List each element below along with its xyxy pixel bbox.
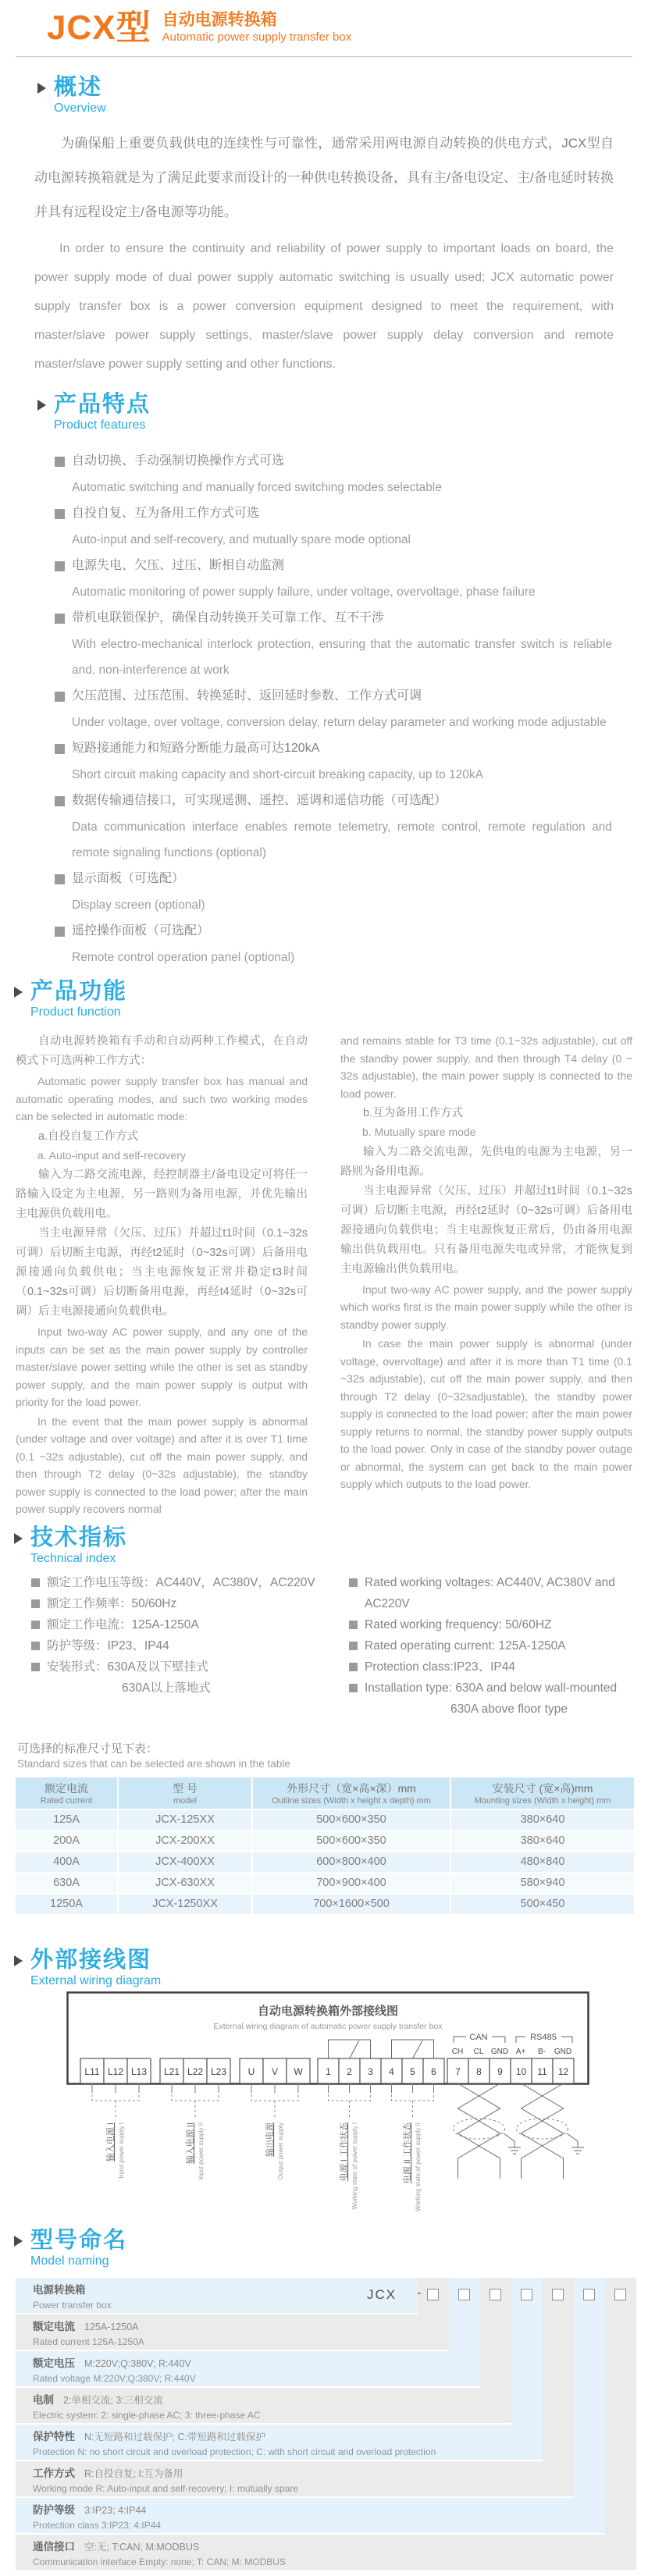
naming-row [16, 2461, 574, 2496]
paragraph: 当主电源异常（欠压、过压）并超过t1时间（0.1~32s可调）后切断主电源，再经t2延时（0~32s可调）后备用电源接通向负载供电；当主电源恢复正常后，仍由备用电源输出供负载用电。只有备用电源失电或异常，才能恢复到主电源输出供负载用电。 [340, 1184, 632, 1276]
bullet-square-icon [349, 1663, 358, 1671]
naming-strip [574, 2278, 605, 2498]
list-item [55, 866, 612, 918]
naming-row [16, 2314, 449, 2350]
table-note-en: Standard sizes that can be selected are shown in the table [17, 1757, 290, 1770]
relay-contact-icon [329, 2040, 371, 2058]
naming-detail-en: R: Auto-input and self-recovery; I: mutually spare [95, 2482, 298, 2494]
section-naming [0, 2227, 648, 2573]
naming-row [16, 2425, 543, 2460]
cell: JCX-630XX [119, 1873, 251, 1893]
function-column-left [16, 1032, 308, 1518]
group-bracket [329, 2094, 371, 2119]
terminal-label: 3 [368, 2065, 373, 2077]
table-header-row [16, 1777, 634, 1809]
spec-item: 额定工作电压等级：AC440V，AC380V，AC220V [47, 1575, 315, 1589]
section-title-cn: 产品特点 [54, 392, 151, 417]
feature-en: Remote control operation panel (optional) [72, 951, 295, 964]
ground-icon [508, 2147, 521, 2154]
group-bracket [92, 2094, 139, 2119]
bullet-square-icon [349, 1621, 358, 1629]
naming-label-en: Rated voltage [33, 2372, 91, 2384]
bullet-square-icon [55, 561, 65, 571]
paragraph: 当主电源异常（欠压、过压）并超过t1时间（0.1~32s可调）后切断主电源，再经t2延时（0~32s可调）后备用电源接通向负载供电；当主电源恢复正常并稳定t3时间（0.1~32s可调）后切断备用电源，再经t4延时（0~32s可调）后主电源接通向负载供电。 [16, 1227, 308, 1318]
page-title: JCX型 [47, 9, 151, 47]
feature-en: Under voltage, over voltage, conversion delay, return delay parameter and working mode adjustable [72, 716, 607, 729]
rs485-bus-label: RS485 [530, 2032, 557, 2042]
section-arrow-icon [14, 1955, 23, 1966]
cell: JCX-200XX [119, 1831, 251, 1851]
table-row [16, 1810, 634, 1830]
section-title-en: Model naming [30, 2254, 109, 2268]
paragraph: In the event that the main power supply is abnormal (under voltage and over voltage) and after it is over T1 time (0.1 ~32s adjustable), cut off the main power supply, and then through T2 delay (0~32s adjustable), the standby power supply is connected to the load power; after the main power supply recovers normal [16, 1414, 308, 1515]
naming-detail-cn: M:220V;Q:380V; R:440V [84, 2357, 191, 2369]
section-title-en: Product function [30, 1005, 121, 1019]
paragraph: and remains stable for T3 time (0.1~32s adjustable), cut off the standby power supply, and then through T4 delay (0 ~ 32s adjustable), the main power supply is connected to the load power. [340, 1034, 632, 1100]
bullet-square-icon [349, 1684, 358, 1692]
page-subtitle-en: Automatic power supply transfer box [162, 30, 352, 44]
shield-icon [454, 2119, 505, 2139]
naming-label-en: Power transfer box [33, 2299, 112, 2311]
naming-detail-cn: 125A-1250A [84, 2321, 139, 2332]
naming-label-cn: 通信接口 [33, 2540, 75, 2553]
model-code-box [552, 2289, 564, 2300]
group-label-cn: 电源 II 工作状态 [403, 2122, 412, 2183]
column-header: 型 号 model [119, 1777, 251, 1809]
spec-item-continued: 630A above floor type [450, 1702, 568, 1716]
group-bracket [392, 2094, 434, 2119]
feature-cn: 遥控操作面板（可选配） [72, 924, 210, 938]
naming-detail-cn: R:自投自复; I:互为备用 [84, 2467, 183, 2479]
naming-label-cn: 保护特性 [33, 2430, 75, 2443]
table-row [16, 1895, 634, 1914]
bullet-square-icon [31, 1599, 40, 1608]
bullet-square-icon [31, 1663, 40, 1671]
section-function [0, 978, 648, 1518]
section-technical [0, 1525, 648, 1916]
model-separator: - [417, 2286, 422, 2300]
group-label-en: Input power supply II [198, 2122, 205, 2180]
terminal-label: 5 [410, 2065, 415, 2077]
bullet-square-icon [55, 796, 65, 806]
section-title-en: Product features [54, 418, 146, 432]
terminal-label: L12 [107, 2065, 124, 2077]
shield-icon [517, 2119, 568, 2139]
paragraph: 自动电源转换箱有手动和自动两种工作模式，在自动模式下可选两种工作方式： [16, 1035, 308, 1067]
cell: 700×900×400 [253, 1873, 450, 1893]
naming-detail-cn: 3:IP23; 4:IP44 [84, 2504, 147, 2516]
diagram-title-cn: 自动电源转换箱外部接线图 [257, 2004, 399, 2018]
naming-row [16, 2388, 511, 2423]
group-bracket [172, 2094, 219, 2119]
terminal-label: 7 [455, 2065, 461, 2077]
cell: 600×800×400 [253, 1852, 450, 1872]
terminal-label: L22 [187, 2065, 204, 2077]
table-row [16, 1873, 634, 1893]
header-divider [16, 56, 632, 57]
table-row [16, 1831, 634, 1851]
cell: 400A [16, 1852, 117, 1872]
cell: 500×450 [451, 1895, 634, 1914]
cell: 500×600×350 [253, 1831, 450, 1851]
cell: JCX-400XX [119, 1852, 251, 1872]
list-item [55, 605, 612, 683]
terminal-label: L23 [210, 2065, 227, 2077]
feature-cn: 欠压范围、过压范围、转换延时、返回延时参数、工作方式可调 [72, 689, 422, 703]
bullet-square-icon [31, 1642, 40, 1650]
naming-strip [605, 2278, 636, 2535]
terminal-label: 2 [347, 2065, 352, 2077]
model-prefix: JCX [367, 2286, 397, 2302]
pin-label: B- [538, 2047, 546, 2056]
cell: 380×640 [451, 1810, 634, 1830]
table-row [16, 1852, 634, 1872]
group-label-en: Input power supply I [118, 2122, 125, 2179]
page-header [0, 0, 648, 47]
terminal-label: 6 [431, 2065, 436, 2077]
technical-column-en [349, 1572, 648, 1720]
feature-en: Automatic monitoring of power supply failure, under voltage, overvoltage, phase failure [72, 585, 536, 599]
list-item [55, 683, 612, 735]
bullet-square-icon [31, 1578, 40, 1587]
list-item [55, 500, 612, 553]
function-column-right [340, 1032, 632, 1518]
terminal-label: L21 [163, 2065, 180, 2077]
group-label-cn: 电源 I 工作状态 [340, 2122, 349, 2181]
paragraph: b.互为备用工作方式 [363, 1107, 464, 1119]
bullet-square-icon [55, 614, 65, 624]
naming-row [16, 2535, 636, 2570]
naming-detail-en: Empty: none; T: CAN; M: MODBUS [139, 2556, 286, 2567]
pin-label: A+ [515, 2047, 526, 2056]
cell: 1250A [16, 1895, 117, 1914]
naming-detail-cn: 空:无; T:CAN; M:MODBUS [84, 2541, 200, 2553]
cell: 500×600×350 [253, 1810, 450, 1830]
paragraph: Input two-way AC power supply, and the power supply which works first is the main power supply while the other is standby power supply. [340, 1283, 632, 1331]
spec-item: 防护等级：IP23、IP44 [47, 1638, 169, 1653]
spec-item: 额定工作电流：125A-1250A [47, 1617, 199, 1631]
section-title-en: Technical index [30, 1551, 116, 1565]
wiring-diagram [66, 1991, 589, 2226]
cell: 380×640 [451, 1831, 634, 1851]
feature-en: Automatic switching and manually forced switching modes selectable [72, 481, 442, 494]
group-label-cn: 输出电源 [265, 2122, 275, 2157]
twisted-pair-rs485 [517, 2083, 585, 2179]
section-title-en: External wiring diagram [30, 1973, 162, 1987]
section-title-cn: 技术指标 [30, 1525, 128, 1550]
terminal-label: V [271, 2065, 279, 2077]
feature-cn: 自动切换、手动强制切换操作方式可选 [72, 454, 285, 468]
group-label-en: Working state of power supply I [351, 2122, 358, 2209]
terminal-label: 4 [389, 2065, 394, 2077]
twisted-pair-can [454, 2083, 522, 2179]
paragraph: b. Mutually spare mode [362, 1126, 476, 1138]
section-title-cn: 型号命名 [30, 2227, 128, 2253]
standard-sizes-table [14, 1776, 636, 1916]
diagram-title-en: External wiring diagram of automatic power supply transfer box [213, 2021, 443, 2031]
section-title-cn: 产品功能 [30, 979, 128, 1004]
section-arrow-icon [37, 83, 46, 94]
naming-label-en: Protection [33, 2446, 76, 2457]
terminal-label: U [247, 2065, 255, 2077]
paragraph: 输入为二路交流电源，先供电的电源为主电源，另一路则为备用电源。 [340, 1145, 632, 1178]
spec-item: 额定工作频率：50/60Hz [47, 1596, 177, 1610]
terminal-stubs [92, 2083, 434, 2093]
terminal-label: 1 [326, 2065, 331, 2077]
model-code-box [490, 2289, 501, 2300]
spec-item: Rated working voltages: AC440V, AC380V and AC220V [365, 1575, 615, 1610]
bullet-square-icon [55, 874, 65, 884]
feature-en: Data communication interface enables remote telemetry, remote control, remote regulation and remote signaling functions (optional) [72, 820, 612, 859]
naming-label-en: Protection class [33, 2519, 99, 2531]
bullet-square-icon [31, 1621, 40, 1629]
section-title-cn: 外部接线图 [30, 1947, 152, 1973]
column-header: 外形尺寸（宽×高×深）mm Outline sizes (Width x height x depth) mm [253, 1777, 450, 1809]
cell: JCX-125XX [119, 1810, 251, 1830]
pin-label: GND [490, 2047, 509, 2056]
naming-label-cn: 工作方式 [33, 2467, 75, 2479]
bullet-square-icon [55, 509, 65, 519]
model-code-box [427, 2289, 439, 2300]
bullet-square-icon [55, 692, 65, 702]
terminal-label: 12 [557, 2065, 569, 2077]
naming-detail-en: M:220V;Q:380V; R:440V [93, 2372, 196, 2384]
feature-en: Auto-input and self-recovery, and mutually spare mode optional [72, 533, 411, 546]
naming-detail-en: 2: single-phase AC; 3: three-phase AC [101, 2409, 261, 2421]
naming-row [16, 2278, 418, 2313]
page-subtitle-cn: 自动电源转换箱 [162, 11, 277, 29]
terminal-label: L11 [84, 2065, 100, 2077]
naming-detail-cn: N:无短路和过载保护; C:带短路和过载保护 [84, 2431, 265, 2443]
table-note-cn: 可选择的标准尺寸见下表： [17, 1742, 158, 1756]
terminal-label: 9 [497, 2065, 503, 2077]
paragraph: a.自投自复工作方式 [38, 1130, 139, 1143]
cell: 580×940 [451, 1873, 634, 1893]
naming-row [16, 2351, 480, 2386]
section-overview [0, 74, 648, 379]
bullet-square-icon [55, 927, 65, 937]
cell: 700×1600×500 [253, 1895, 450, 1914]
feature-cn: 电源失电、欠压、过压、断相自动监测 [72, 559, 285, 572]
paragraph: In case the main power supply is abnormal (under voltage, overvoltage) and after it is more than T1 time (0.1 ~32s adjustable), cut off the main power supply, and then through T2 delay (0~32sadjustable), the standby power supply is connected to the load power; after the main power supply returns to normal, the standby power supply outputs to the load power. Only in case of the standby power outage or abnormal, the system can get back to the main power supply which outputs to the load power. [340, 1337, 632, 1490]
spec-item: Installation type: 630A and below wall-mounted [365, 1681, 618, 1695]
terminal-label: 10 [515, 2065, 527, 2077]
list-item [55, 448, 612, 500]
naming-detail-en: N: no short circuit and overload protection; C: with short circuit and overload protection [77, 2446, 436, 2457]
terminal-label: L13 [130, 2065, 148, 2077]
relay-contact-icon [392, 2040, 434, 2058]
paragraph: 输入为二路交流电源，经控制器主/备电设定可将任一路输入设定为主电源，另一路则为备用电源，并优先输出主电源供负载用电。 [16, 1169, 308, 1220]
terminal-label: 11 [537, 2065, 547, 2077]
column-header: 额定电流 Rated current [16, 1777, 117, 1809]
bullet-square-icon [349, 1578, 358, 1587]
naming-detail-en: 3:IP23; 4:IP44 [101, 2519, 162, 2531]
column-header: 安装尺寸 (宽×高)mm Mounting sizes (Width x height) mm [451, 1777, 634, 1809]
feature-cn: 数据传输通信接口，可实现遥测、遥控、遥调和遥信功能（可选配） [72, 794, 447, 807]
can-bus-label: CAN [469, 2032, 488, 2042]
section-title-cn: 概述 [54, 75, 103, 100]
naming-label-cn: 额定电压 [33, 2357, 75, 2369]
spec-item: Protection class:IP23、IP44 [365, 1660, 515, 1674]
cell: 630A [16, 1873, 117, 1893]
pin-label: CL [473, 2047, 484, 2056]
list-item [55, 918, 612, 970]
naming-label-cn: 电源转换箱 [33, 2283, 86, 2296]
feature-cn: 短路接通能力和短路分断能力最高可达120kA [72, 742, 320, 755]
section-arrow-icon [14, 987, 23, 998]
section-arrow-icon [14, 1533, 23, 1544]
model-code-box [583, 2289, 595, 2300]
naming-label-cn: 额定电流 [33, 2320, 75, 2332]
group-label-en: Output power supply [277, 2122, 284, 2179]
group-label-en: Working state of power supply II [415, 2122, 422, 2211]
group-label-cn: 输入电源 I [106, 2122, 116, 2161]
naming-label-cn: 电制 [33, 2393, 54, 2406]
section-arrow-icon [37, 400, 46, 411]
section-features [0, 391, 648, 970]
naming-detail-cn: 2:单相交流; 3:三相交流 [63, 2394, 163, 2406]
paragraph: Input two-way AC power supply, and any one of the inputs can be set as the main power supply by controller master/slave power setting while the other is set as standby power supply, and the main power supply is output with priority for the load power. [16, 1325, 308, 1408]
model-naming-diagram [16, 2278, 637, 2573]
naming-strip [543, 2278, 574, 2461]
spec-item-continued: 630A以上落地式 [122, 1681, 211, 1695]
spec-item: Rated operating current: 125A-1250A [365, 1638, 566, 1653]
group-label-cn: 输入电源 II [186, 2122, 195, 2164]
bullet-square-icon [349, 1642, 358, 1650]
list-item [55, 788, 612, 866]
section-title-en: Overview [54, 101, 106, 115]
bullet-square-icon [55, 744, 65, 754]
list-item [55, 735, 612, 788]
cell: 125A [16, 1810, 117, 1830]
naming-row [16, 2498, 605, 2533]
paragraph: Automatic power supply transfer box has manual and automatic operating modes, and such two working modes can be selected in automatic mode: [16, 1075, 308, 1123]
spec-item: 安装形式：630A及以下壁挂式 [47, 1660, 208, 1674]
terminal-label: W [294, 2065, 303, 2077]
section-arrow-icon [14, 2236, 23, 2247]
feature-en: With electro-mechanical interlock protection, ensuring that the automatic transfer switch is reliable and, non-interference at work [72, 638, 612, 677]
terminal-label: 8 [476, 2065, 482, 2077]
spec-item: Rated working frequency: 50/60HZ [365, 1617, 552, 1631]
feature-cn: 显示面板（可选配） [72, 872, 185, 885]
naming-label-cn: 防护等级 [33, 2503, 75, 2516]
paragraph: a. Auto-input and self-recovery [37, 1148, 186, 1162]
cell: JCX-1250XX [119, 1895, 251, 1914]
pin-label: GND [554, 2047, 572, 2056]
list-item [55, 553, 612, 605]
bullet-square-icon [55, 457, 65, 467]
naming-detail-en: 125A-1250A [92, 2336, 144, 2347]
model-code-box [458, 2289, 470, 2300]
naming-label-en: Working mode [33, 2482, 94, 2494]
feature-cn: 自投自复、互为备用工作方式可选 [72, 507, 260, 520]
naming-label-en: Communication interface [33, 2556, 137, 2567]
cell: 480×840 [451, 1852, 634, 1872]
feature-cn: 带机电联锁保护，确保自动转换开关可靠工作、互不干涉 [72, 611, 385, 624]
model-code-box [521, 2289, 532, 2300]
overview-paragraph-en: In order to ensure the continuity and reliability of power supply to important loads on board, the power supply mode of dual power supply automatic switching is usually used; JCX automatic power supply transfer box is a power conversion equipment designed to meet the requirement, with master/slave power supply settings, master/slave power supply delay conversion and remote master/slave power supply setting and other functions. [34, 242, 614, 371]
group-bracket [251, 2094, 298, 2119]
feature-list [55, 448, 612, 970]
naming-label-en: Electric system: [33, 2409, 99, 2421]
naming-label-en: Rated current [33, 2336, 90, 2347]
section-wiring [0, 1947, 648, 2226]
pin-label: CH [451, 2047, 464, 2056]
cell: 200A [16, 1831, 117, 1851]
ground-icon [571, 2147, 584, 2154]
feature-en: Short circuit making capacity and short-circuit breaking capacity, up to 120kA [72, 768, 483, 781]
technical-column-cn [31, 1572, 330, 1720]
model-code-box [614, 2289, 626, 2300]
feature-en: Display screen (optional) [72, 898, 205, 912]
overview-paragraph-cn: 为确保船上重要负载供电的连续性与可靠性，通常采用两电源自动转换的供电方式，JCX型自动电源转换箱就是为了满足此要求而设计的一种供电转换设备，具有主/备电设定、主/备电延时转换并具有远程设定主/备电源等功能。 [34, 136, 614, 219]
